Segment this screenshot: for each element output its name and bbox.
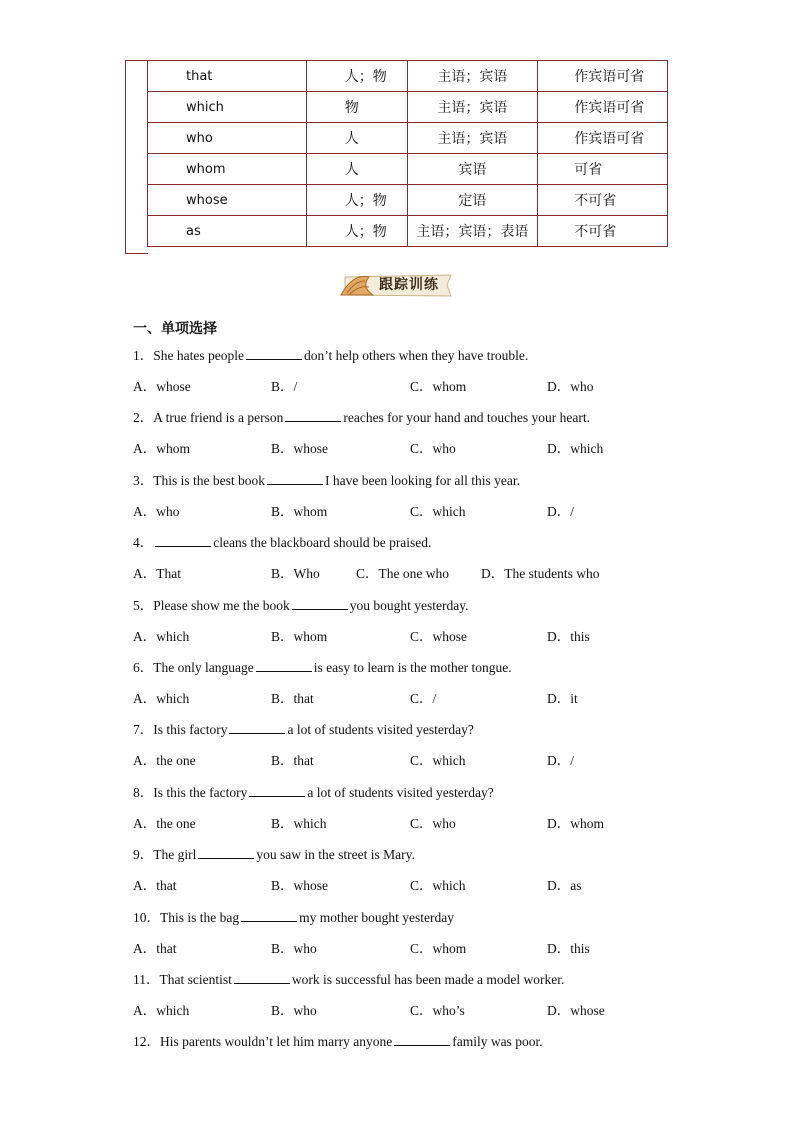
answer-option[interactable]: B．/: [271, 379, 298, 394]
question-text-before-blank: Is this factory: [153, 722, 228, 738]
answer-option[interactable]: D．/: [547, 503, 574, 519]
answer-option[interactable]: C．who’s: [410, 1003, 465, 1018]
answer-option[interactable]: A．which: [133, 1003, 190, 1018]
table-cell-omission: 作宾语可省: [538, 92, 668, 123]
question-stem: [133, 906, 454, 926]
question-text-after-blank: cleans the blackboard should be praised.: [213, 535, 432, 551]
question-stem: [133, 594, 468, 614]
table-cell-antecedent: 人；物: [306, 185, 407, 216]
section-title: 一、单项选择: [133, 321, 217, 337]
answer-option[interactable]: D．whom: [547, 815, 604, 831]
section-banner: [339, 269, 455, 301]
question-stem: [133, 656, 512, 676]
question-text-before-blank: This is the best book: [153, 472, 265, 488]
question-stem: [133, 344, 528, 364]
question-text-after-blank: reaches for your hand and touches your heart.: [343, 410, 590, 426]
question-number: 10．: [133, 909, 160, 925]
question-text-before-blank: His parents wouldn’t let him marry anyone: [160, 1034, 393, 1050]
answer-option[interactable]: B．which: [271, 815, 327, 831]
table-cell-antecedent: 物: [306, 92, 407, 123]
question-text-after-blank: is easy to learn is the mother tongue.: [313, 660, 512, 675]
question-text-before-blank: Is this the factory: [153, 784, 248, 800]
answer-option[interactable]: B．whom: [271, 503, 328, 519]
answer-blank[interactable]: [155, 536, 211, 547]
question-stem: [133, 531, 431, 551]
question-stem: [133, 469, 520, 489]
answer-option[interactable]: D．who: [547, 379, 594, 394]
answer-option[interactable]: A．which: [133, 628, 190, 644]
question-number: 5．: [133, 597, 154, 613]
table-row: [148, 154, 668, 185]
table-cell-pronoun: as: [148, 216, 307, 247]
answer-option[interactable]: A．that: [133, 940, 177, 956]
answer-option[interactable]: A．That: [133, 566, 181, 582]
answer-option[interactable]: C．who: [410, 815, 456, 831]
table-cell-antecedent: 人: [306, 123, 407, 154]
answer-option[interactable]: D．which: [547, 441, 604, 457]
answer-blank[interactable]: [285, 411, 341, 422]
answer-blank[interactable]: [394, 1035, 450, 1046]
question-text-before-blank: A true friend is a person: [153, 410, 284, 426]
table-row: [148, 92, 668, 123]
question-number: 1．: [133, 348, 154, 363]
answer-option[interactable]: D．/: [547, 753, 574, 769]
question-text-after-blank: a lot of students visited yesterday?: [287, 722, 474, 738]
answer-option[interactable]: A．whose: [133, 379, 191, 394]
table-cell-pronoun: whom: [148, 154, 307, 185]
answer-option[interactable]: C．whom: [410, 379, 467, 394]
answer-blank[interactable]: [256, 661, 312, 672]
question-text-before-blank: Please show me the book: [153, 597, 290, 613]
answer-option[interactable]: C．/: [410, 691, 437, 706]
answer-option[interactable]: B．whose: [271, 441, 328, 457]
table-row: [148, 123, 668, 154]
question-text-before-blank: The only language: [153, 660, 254, 675]
table-cell-function: 宾语: [407, 154, 538, 185]
answer-blank[interactable]: [246, 349, 302, 360]
answer-option[interactable]: B．who: [271, 940, 317, 956]
answer-option[interactable]: D．The students who: [481, 566, 600, 582]
table-cell-pronoun: who: [148, 123, 307, 154]
answer-option[interactable]: D．it: [547, 691, 578, 706]
answer-option[interactable]: B．that: [271, 691, 314, 706]
answer-option[interactable]: D．as: [547, 878, 582, 894]
question-number: 11．: [133, 972, 160, 987]
answer-option[interactable]: A．whom: [133, 441, 190, 457]
table-cell-function: 主语；宾语: [407, 92, 538, 123]
question-number: 3．: [133, 472, 154, 488]
answer-option[interactable]: A．which: [133, 691, 190, 706]
question-text-before-blank: The girl: [153, 847, 197, 863]
question-text-before-blank: That scientist: [159, 972, 232, 987]
table-cell-function: 定语: [407, 185, 538, 216]
table-row: [148, 61, 668, 92]
table-row: [148, 185, 668, 216]
question-text-after-blank: I have been looking for all this year.: [325, 472, 520, 488]
answer-option[interactable]: C．which: [410, 878, 466, 894]
question-number: 2．: [133, 410, 154, 426]
answer-option[interactable]: D．this: [547, 628, 590, 644]
question-stem: [133, 718, 474, 738]
table-cell-omission: 不可省: [538, 185, 668, 216]
banner-title: 跟踪训练: [379, 277, 439, 293]
table-left-merged-cell: [125, 60, 148, 254]
answer-option[interactable]: C．who: [410, 441, 456, 457]
question-text-after-blank: you bought yesterday.: [349, 597, 469, 613]
answer-blank[interactable]: [229, 723, 285, 734]
question-text-after-blank: don’t help others when they have trouble.: [303, 348, 529, 363]
question-stem: [133, 406, 590, 426]
answer-option[interactable]: B．Who: [271, 566, 320, 582]
answer-option[interactable]: C．whom: [410, 940, 467, 956]
question-stem: [133, 843, 415, 863]
table-cell-function: 主语；宾语: [407, 123, 538, 154]
table-cell-antecedent: 人；物: [306, 61, 407, 92]
answer-option[interactable]: A．who: [133, 503, 180, 519]
table-cell-omission: 可省: [538, 154, 668, 185]
question-text-after-blank: family was poor.: [452, 1034, 543, 1050]
table-cell-omission: 作宾语可省: [538, 123, 668, 154]
answer-blank[interactable]: [241, 911, 297, 922]
question-stem: [133, 1030, 543, 1050]
question-number: 8．: [133, 784, 154, 800]
table-cell-antecedent: 人: [306, 154, 407, 185]
answer-option[interactable]: B．whose: [271, 878, 328, 894]
answer-blank[interactable]: [292, 599, 348, 610]
question-text-before-blank: She hates people: [153, 348, 244, 363]
answer-blank[interactable]: [267, 474, 323, 485]
table-cell-pronoun: that: [148, 61, 307, 92]
answer-option[interactable]: B．that: [271, 753, 314, 769]
answer-option[interactable]: B．whom: [271, 628, 328, 644]
question-number: 7．: [133, 722, 154, 738]
table-cell-function: 主语；宾语；表语: [407, 216, 538, 247]
table-cell-omission: 不可省: [538, 216, 668, 247]
question-number: 9．: [133, 847, 154, 863]
question-number: 12．: [133, 1034, 160, 1050]
answer-option[interactable]: C．The one who: [356, 566, 449, 582]
answer-blank[interactable]: [234, 973, 290, 984]
answer-option[interactable]: A．the one: [133, 815, 196, 831]
answer-option[interactable]: B．who: [271, 1003, 317, 1018]
answer-option[interactable]: A．the one: [133, 753, 196, 769]
table-cell-function: 主语；宾语: [407, 61, 538, 92]
question-text-after-blank: a lot of students visited yesterday?: [307, 784, 494, 800]
pronoun-table: [147, 60, 668, 247]
question-number: 4．: [133, 535, 154, 551]
question-stem: [133, 781, 494, 801]
question-stem: [133, 968, 564, 988]
table-row: [148, 216, 668, 247]
question-number: 6．: [133, 660, 154, 675]
answer-option[interactable]: C．whose: [410, 628, 467, 644]
table-cell-antecedent: 人；物: [306, 216, 407, 247]
answer-blank[interactable]: [198, 848, 254, 859]
table-cell-omission: 作宾语可省: [538, 61, 668, 92]
answer-option[interactable]: C．which: [410, 753, 466, 769]
question-text-after-blank: my mother bought yesterday: [299, 909, 454, 925]
answer-blank[interactable]: [249, 786, 305, 797]
answer-option[interactable]: D．this: [547, 940, 590, 956]
answer-option[interactable]: C．which: [410, 503, 466, 519]
question-text-after-blank: you saw in the street is Mary.: [256, 847, 415, 863]
table-cell-pronoun: whose: [148, 185, 307, 216]
question-text-before-blank: This is the bag: [160, 909, 240, 925]
table-cell-pronoun: which: [148, 92, 307, 123]
answer-option[interactable]: A．that: [133, 878, 177, 894]
answer-option[interactable]: D．whose: [547, 1003, 605, 1018]
question-text-after-blank: work is successful has been made a model worker.: [291, 972, 565, 987]
